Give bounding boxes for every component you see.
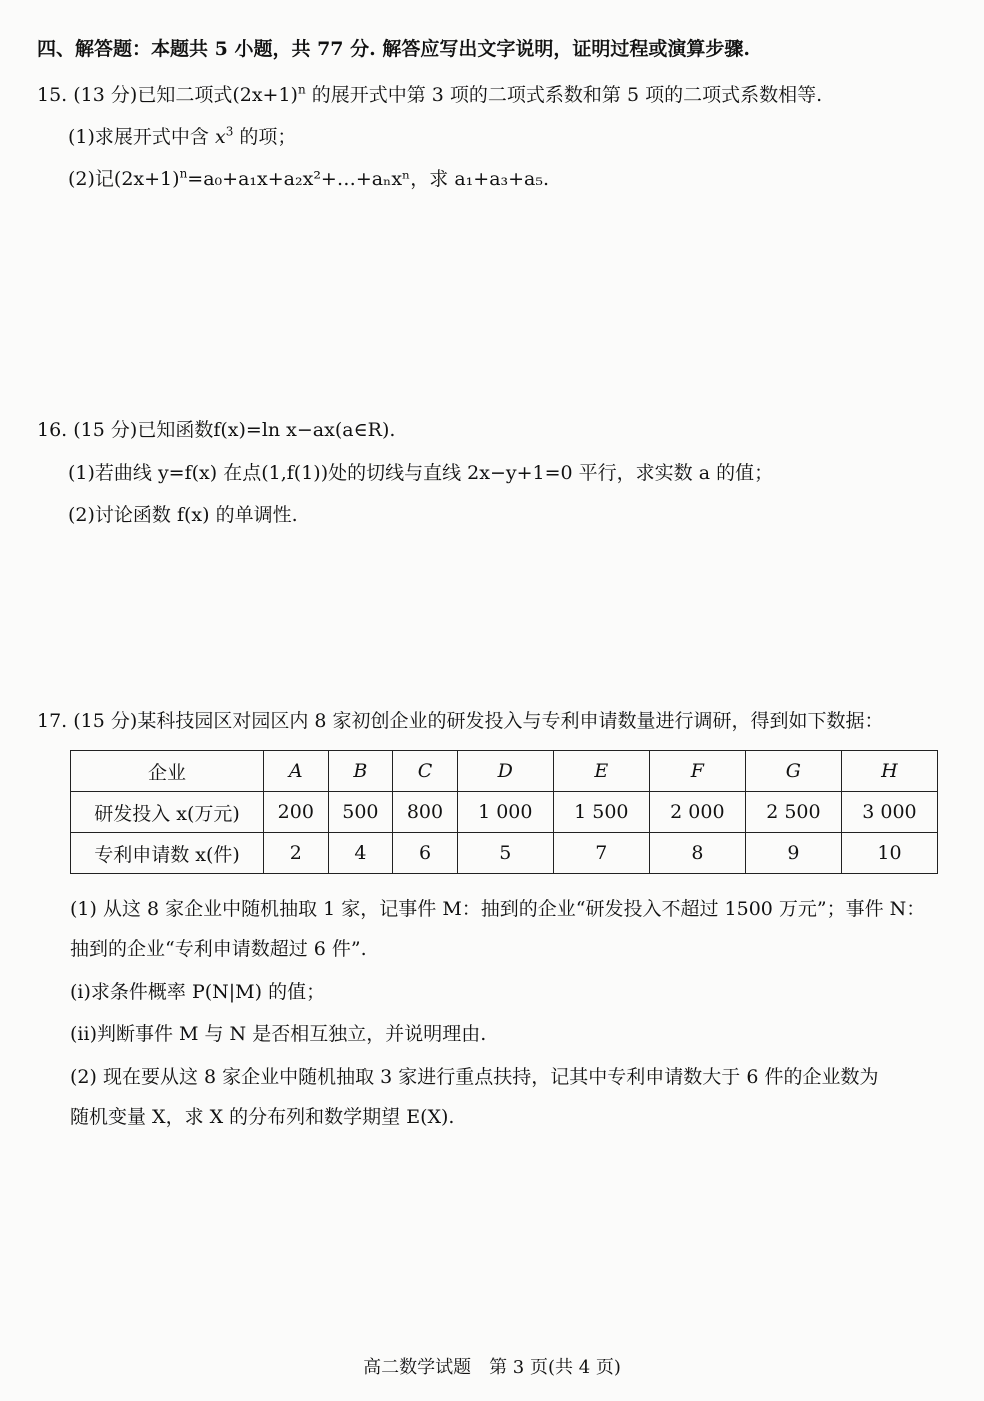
- q16-func: f(x)=ln x−ax(a∈R).: [213, 419, 396, 441]
- q15-stem-post: 的展开式中第 3 项的二项式系数和第 5 项的二项式系数相等.: [311, 84, 823, 106]
- q17-part1-ii: (ii)判断事件 M 与 N 是否相互独立，并说明理由.: [70, 1023, 487, 1045]
- q17-part1-line1: (1) 从这 8 家企业中随机抽取 1 家，记事件 M：抽到的企业“研发投入不超过 1500 万元”；事件 N：: [70, 898, 926, 920]
- table-cell: 3 000: [841, 792, 937, 833]
- table-cell: 2 000: [649, 792, 745, 833]
- table-cell: 500: [328, 792, 393, 833]
- q16-stem: [37, 417, 395, 443]
- table-header-cell: 专利申请数 x(件): [71, 833, 264, 874]
- company-label: F: [690, 760, 704, 782]
- table-cell: 200: [264, 792, 329, 833]
- q15-part1: [68, 124, 296, 150]
- q16-score: (15 分): [73, 419, 138, 441]
- section-header: 四、解答题：本题共 5 小题，共 77 分. 解答应写出文字说明，证明过程或演算步骤.: [37, 38, 750, 60]
- table-cell: 4: [328, 833, 393, 874]
- company-label: C: [417, 760, 433, 782]
- q16-stem-text: 已知函数: [137, 419, 214, 441]
- q15-number: 15.: [37, 84, 68, 106]
- q15-part1-pre: (1)求展开式中含: [68, 126, 209, 148]
- q17-part1-i: (i)求条件概率 P(N|M) 的值；: [70, 981, 326, 1003]
- company-label: G: [785, 760, 801, 782]
- q15-stem: [37, 82, 822, 108]
- table-header-cell: 研发投入 x(万元): [71, 792, 264, 833]
- enterprise-data-table: [70, 750, 938, 874]
- q15-part2-target: a₁+a₃+a₅.: [454, 168, 550, 190]
- table-cell: 8: [649, 833, 745, 874]
- q16-part1: (1)若曲线 y=f(x) 在点(1,f(1))处的切线与直线 2x−y+1=0 平行，求实数 a 的值；: [68, 462, 774, 484]
- q15-part2-pre: (2)记: [68, 168, 114, 190]
- table-cell: 2: [264, 833, 329, 874]
- company-label: H: [881, 760, 898, 782]
- q17-score: (15 分): [73, 710, 138, 732]
- q17-part1-line2: 抽到的企业“专利申请数超过 6 件”.: [70, 938, 367, 960]
- q16-number: 16.: [37, 419, 68, 441]
- table-cell: 10: [841, 833, 937, 874]
- table-cell: [553, 751, 649, 792]
- table-cell: 800: [393, 792, 458, 833]
- table-cell: 2 500: [745, 792, 841, 833]
- q17-part2-line2: 随机变量 X，求 X 的分布列和数学期望 E(X).: [70, 1106, 455, 1128]
- q16-part2: (2)讨论函数 f(x) 的单调性.: [68, 504, 298, 526]
- table-cell: 1 500: [553, 792, 649, 833]
- table-cell: [264, 751, 329, 792]
- company-label: A: [288, 760, 303, 782]
- q15-part2-lhs: (2x+1): [113, 168, 180, 190]
- table-cell: 1 000: [457, 792, 553, 833]
- q15-part2: [68, 166, 549, 192]
- q15-part2-mid: ，求: [410, 168, 449, 190]
- q15-stem-expr: (2x+1): [232, 84, 298, 106]
- q15-stem-exp: n: [297, 82, 306, 97]
- table-cell: 6: [393, 833, 458, 874]
- q17-stem: [37, 708, 883, 734]
- table-cell: [841, 751, 937, 792]
- table-row: [71, 833, 938, 874]
- q15-part1-var: x: [214, 126, 226, 148]
- q17-stem-text: 某科技园区对园区内 8 家初创企业的研发投入与专利申请数量进行调研，得到如下数据：: [137, 710, 884, 732]
- page-footer: 高二数学试题 第 3 页(共 4 页): [363, 1357, 621, 1378]
- table-row: [71, 792, 938, 833]
- table-row: [71, 751, 938, 792]
- q15-part2-lhs-exp: n: [179, 166, 188, 181]
- q15-stem-pre: 已知二项式: [137, 84, 233, 106]
- table-cell: [328, 751, 393, 792]
- table-cell: 7: [553, 833, 649, 874]
- table-header-cell: 企业: [71, 751, 264, 792]
- table-cell: 9: [745, 833, 841, 874]
- company-label: B: [353, 760, 368, 782]
- table-cell: 5: [457, 833, 553, 874]
- q17-number: 17.: [37, 710, 68, 732]
- q15-score: (13 分): [73, 84, 138, 106]
- table-cell: [457, 751, 553, 792]
- company-label: D: [497, 760, 513, 782]
- table-cell: [393, 751, 458, 792]
- q15-part2-rhs: =a₀+a₁x+a₂x²+…+aₙxⁿ: [187, 168, 411, 190]
- company-label: E: [594, 760, 609, 782]
- q15-part1-exp: 3: [225, 124, 234, 139]
- q17-part2-line1: (2) 现在要从这 8 家企业中随机抽取 3 家进行重点扶持，记其中专利申请数大于 6 件的企业数为: [70, 1066, 879, 1088]
- q15-part1-post: 的项；: [239, 126, 297, 148]
- table-cell: [649, 751, 745, 792]
- table-cell: [745, 751, 841, 792]
